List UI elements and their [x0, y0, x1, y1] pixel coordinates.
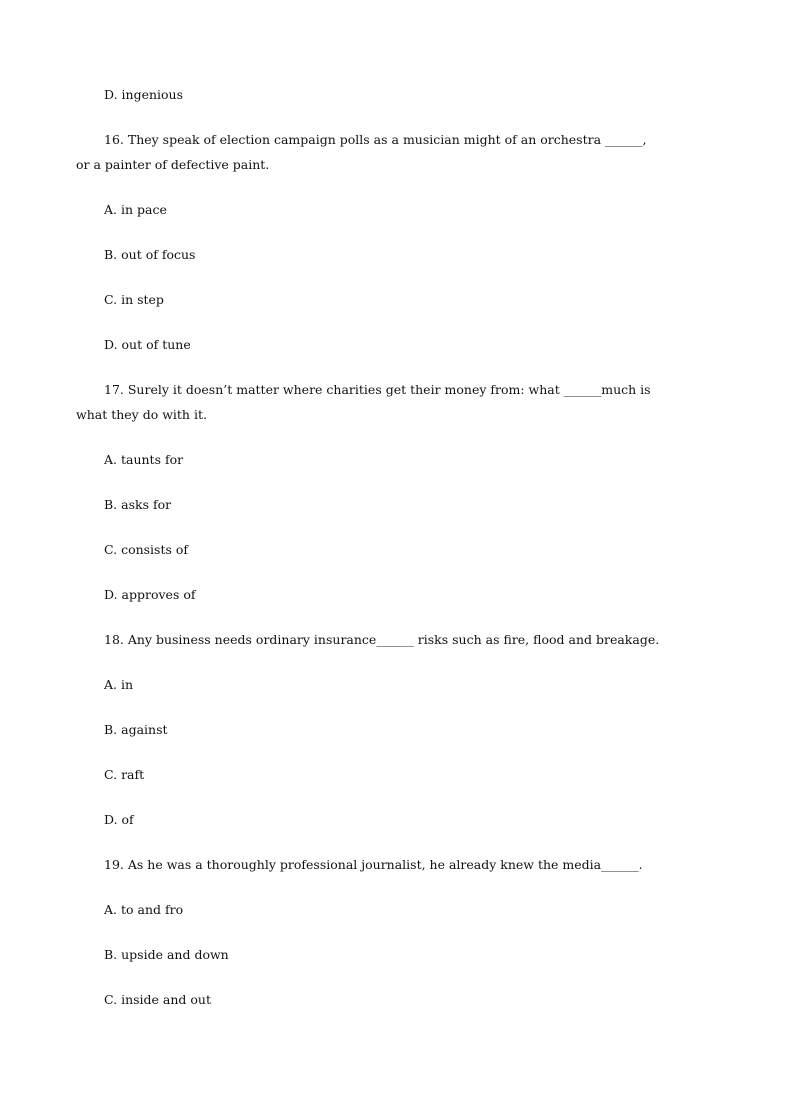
option-18-a: A. in: [104, 677, 134, 692]
option-16-c: C. in step: [104, 292, 164, 307]
option-19-a: A. to and fro: [104, 902, 184, 917]
question-18: 18. Any business needs ordinary insurance______ risks such as fire, flood and breakage.: [104, 632, 660, 647]
question-17-line-1: 17. Surely it doesn’t matter where charities get their money from: what ______much is: [104, 382, 651, 397]
question-17-line-2: what they do with it.: [76, 407, 207, 422]
option-16-d: D. out of tune: [104, 337, 191, 352]
option-16-b: B. out of focus: [104, 247, 196, 262]
option-17-a: A. taunts for: [104, 452, 184, 467]
question-16-line-2: or a painter of defective paint.: [76, 157, 270, 172]
option-18-b: B. against: [104, 722, 168, 737]
option-19-c: C. inside and out: [104, 992, 211, 1007]
question-19: 19. As he was a thoroughly professional journalist, he already knew the media______.: [104, 857, 643, 872]
option-17-b: B. asks for: [104, 497, 172, 512]
option-17-d: D. approves of: [104, 587, 196, 602]
option-18-c: C. raft: [104, 767, 145, 782]
option-15-d: D. ingenious: [104, 87, 184, 102]
option-18-d: D. of: [104, 812, 134, 827]
option-16-a: A. in pace: [104, 202, 167, 217]
option-17-c: C. consists of: [104, 542, 189, 557]
option-19-b: B. upside and down: [104, 947, 229, 962]
question-16-line-1: 16. They speak of election campaign polls as a musician might of an orchestra ______,: [104, 132, 647, 147]
